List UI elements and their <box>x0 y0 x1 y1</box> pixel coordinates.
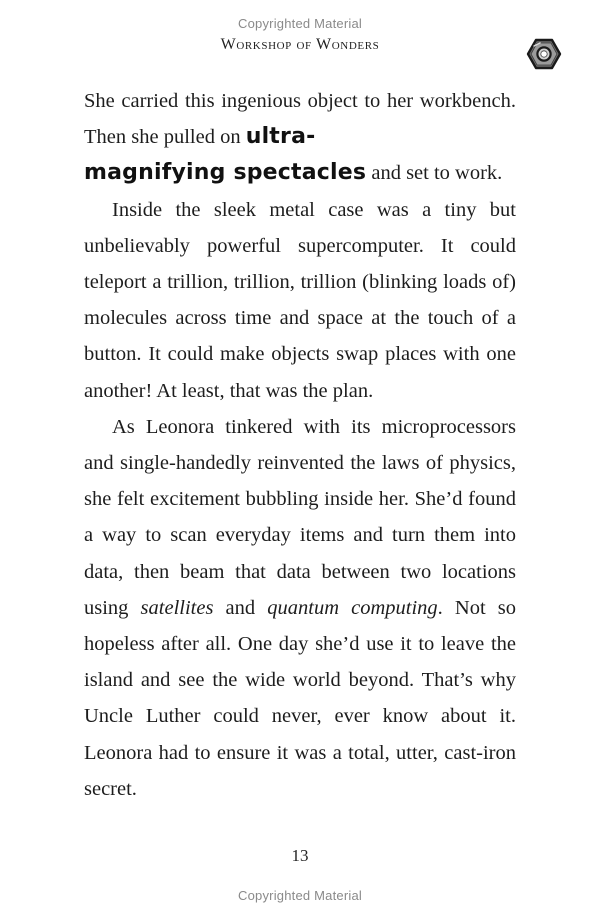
paragraph-3 <box>84 409 516 807</box>
satellites-italic: satellites <box>140 596 214 619</box>
running-header-title: Workshop of Wonders <box>220 36 380 53</box>
ultra-emphasis-text: ultra- <box>245 124 316 150</box>
hex-nut-icon <box>526 37 562 71</box>
body-text <box>84 83 516 807</box>
paragraph-3-part-3: . Not so hopeless after all. One day she’d use it to leave the island and see the wide world beyond. That’s why Uncle Luther could never, ever know about it. Leonora had to ensure it was a total, utter, cast-iron secret. <box>84 596 516 800</box>
copyright-watermark-bottom: Copyrighted Material <box>238 888 362 903</box>
paragraph-2: Inside the sleek metal case was a tiny but unbelievably powerful supercomputer. It could teleport a trillion, trillion, trillion (blinking loads of) molecules across time and space at the touch of a button. It could make objects swap places with one another! At least, that was the plan. <box>84 198 516 402</box>
quantum-computing-italic: quantum computing <box>267 596 438 619</box>
paragraph-1 <box>84 83 516 192</box>
paragraph-1-ending: and set to work. <box>366 162 503 185</box>
magnifying-spectacles-emphasis-text: magnifying spectacles <box>84 160 367 186</box>
paragraph-1-text: She carried this ingenious object to her workbench. Then she pulled on <box>84 90 516 149</box>
paragraph-3-part-2: and <box>213 596 268 619</box>
page-number: 13 <box>291 846 309 865</box>
copyright-watermark-top: Copyrighted Material <box>238 16 362 31</box>
paragraph-3-part-1: As Leonora tinkered with its microprocessors and single-handedly reinvented the laws of physics, she felt excitement bubbling inside her. She’d found a way to scan everyday items and turn them into data, then beam that data between two locations using <box>84 415 516 619</box>
